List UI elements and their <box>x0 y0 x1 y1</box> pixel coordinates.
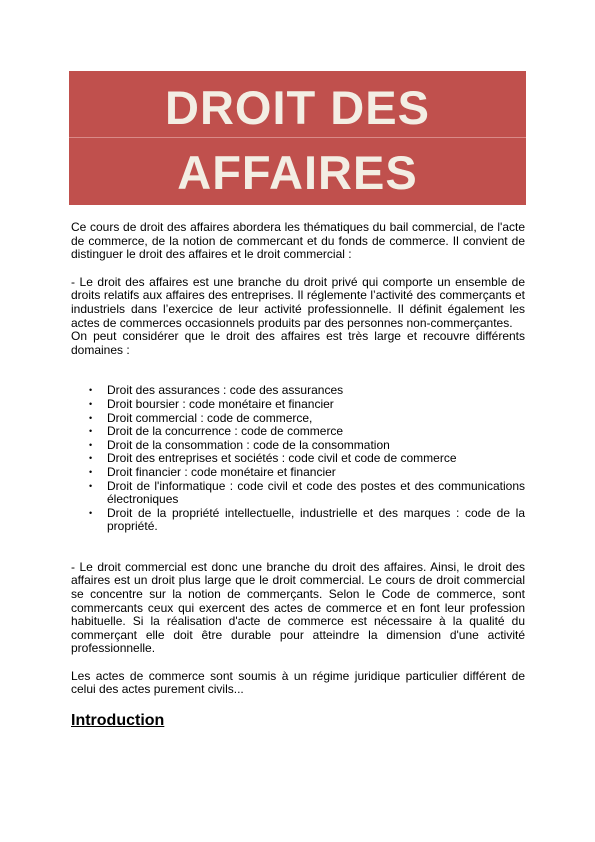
bullet-icon: • <box>89 480 93 491</box>
list-item <box>71 425 525 439</box>
actes-paragraph: Les actes de commerce sont soumis à un régime juridique particulier différent de celui des actes purement civils... <box>71 668 525 697</box>
list-item-text: Droit commercial : code de commerce, <box>107 410 313 425</box>
list-item-text: Droit de la concurrence : code de commerce <box>107 424 344 439</box>
title-line-1: DROIT DES <box>165 81 430 134</box>
list-item-text: Droit des entreprises et sociétés : code civil et code de commerce <box>107 451 457 466</box>
title-divider <box>69 137 526 138</box>
list-item <box>71 439 525 453</box>
list-item-text: Droit de la consommation : code de la consommation <box>107 437 390 452</box>
list-item <box>71 466 525 480</box>
bullet-icon: • <box>89 385 93 396</box>
bullet-icon: • <box>89 439 93 450</box>
title-line-2: AFFAIRES <box>177 146 418 199</box>
bullet-icon: • <box>89 426 93 437</box>
list-item-text: Droit financier : code monétaire et financier <box>107 464 336 479</box>
commercial-law-paragraph: - Le droit commercial est donc une branche du droit des affaires. Ainsi, le droit des affaires est un droit plus large que le droit commercial. Le cours de droit commercial se concentre sur la notion de commerçants. Selon le Code de commerce, sont commercants ceux qui exercent des actes de commerce et en font leur profession habituelle. Si la réalisation d'acte de commerce est nécessaire à la qualité du commerçant elle doit être durable pour atteindre la dimension d'une activité professionnelle. <box>71 559 525 656</box>
bullet-icon: • <box>89 507 93 518</box>
list-item <box>71 398 525 412</box>
list-item <box>71 412 525 426</box>
title-banner <box>69 71 526 205</box>
definition-paragraph: - Le droit des affaires est une branche du droit privé qui comporte un ensemble de droits relatifs aux affaires des entreprises. Il réglemente l’activité des commerçants et industriels dans l’exercice de leur activité professionnelle. Il définit également les actes de commerces occasionnels produits par des personnes non-commerçantes. <box>71 274 525 330</box>
document-body <box>71 221 525 731</box>
domains-intro-paragraph: On peut considérer que le droit des affaires est très large et recouvre différents domaines : <box>71 329 525 357</box>
list-item <box>71 480 525 507</box>
bullet-icon: • <box>89 412 93 423</box>
list-item-text: Droit des assurances : code des assurances <box>107 383 344 398</box>
intro-paragraph: Ce cours de droit des affaires abordera les thématiques du bail commercial, de l'acte de commerce, de la notion de commercant et du fonds de commerce. Il convient de distinguer le droit des affaires et le droit commercial : <box>71 220 525 262</box>
domains-list <box>71 384 525 534</box>
bullet-icon: • <box>89 453 93 464</box>
list-item <box>71 384 525 398</box>
bullet-icon: • <box>89 466 93 477</box>
bullet-icon: • <box>89 398 93 409</box>
list-item <box>71 507 525 534</box>
list-item <box>71 452 525 466</box>
section-heading-introduction: Introduction <box>71 711 165 729</box>
list-item-text: Droit boursier : code monétaire et financier <box>107 396 334 411</box>
list-item-text: Droit de la propriété intellectuelle, industrielle et des marques : code de la propriété. <box>107 505 525 534</box>
list-item-text: Droit de l'informatique : code civil et code des postes et des communications électroniques <box>107 478 525 507</box>
